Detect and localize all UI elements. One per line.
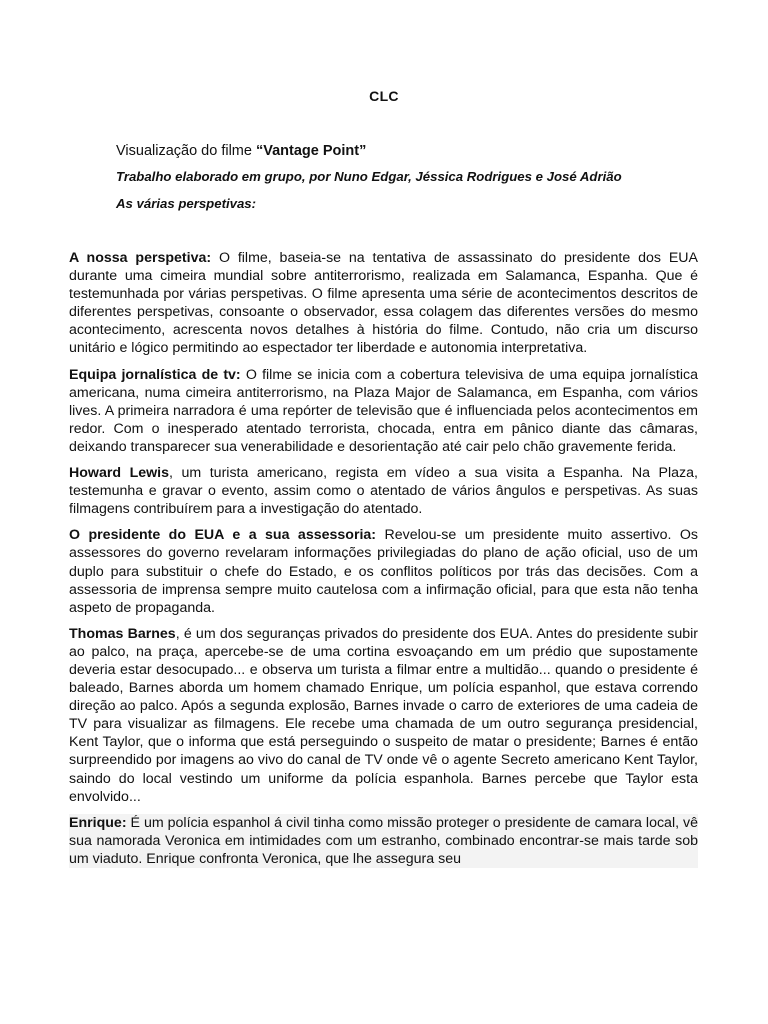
paragraph-presidente <box>69 526 698 616</box>
document-title: CLC <box>369 88 399 104</box>
paragraph-lead: Enrique: <box>69 814 127 831</box>
film-title: “Vantage Point” <box>255 143 367 159</box>
paragraph-text: Revelou-se um presidente muito assertivo. Os assessores do governo revelaram informações privilegiadas do plano de ação oficial, uso de um duplo para substituir o chefe do Estado, e os conflitos políticos por trás das decisões. Com a assessoria de imprensa sempre muito cautelosa com a infirmação oficial, para que esta não tenha aspeto de propaganda. <box>69 527 698 616</box>
authors-line: Trabalho elaborado em grupo, por Nuno Edgar, Jéssica Rodrigues e José Adrião <box>116 169 622 184</box>
paragraph-nossa-perspetiva <box>69 249 698 358</box>
paragraph-lead: Howard Lewis <box>69 465 169 482</box>
paragraph-lead: A nossa perspetiva: <box>69 250 212 266</box>
paragraph-text: É um polícia espanhol á civil tinha como missão proteger o presidente de camara local, vê sua namorada Veronica em intimidades com um estranho, combinado encontrar-se mais tarde sob um viaduto. Enrique confronta Veronica, que lhe assegura seu <box>69 814 698 867</box>
subtitle-prefix: Visualização do filme <box>116 143 256 159</box>
film-subtitle <box>116 143 366 159</box>
document-body <box>69 249 698 876</box>
paragraph-text: O filme, baseia-se na tentativa de assassinato do presidente dos EUA durante uma cimeira mundial sobre antiterrorismo, realizada em Salamanca, Espanha. Que é testemunhada por várias perspetivas. O filme apresenta uma série de acontecimentos descritos de diferentes perspetivas, consoante o observador, essa colagem das diferentes versões do mesmo acontecimento, acrescenta novos detalhes à história do filme. Contudo, não cria um discurso unitário e lógico permitindo ao espectador ter liberdade e autonomia interpretativa. <box>69 250 698 357</box>
paragraph-thomas-barnes <box>69 625 698 806</box>
paragraph-howard-lewis <box>69 464 698 518</box>
paragraph-text: , um turista americano, regista em vídeo a sua visita a Espanha. Na Plaza, testemunha e gravar o evento, assim como o atentado de vários ângulos e perspetivas. As suas filmagens contribuírem para a investigação do atentado. <box>69 465 698 518</box>
paragraph-lead: Thomas Barnes <box>69 625 176 642</box>
paragraph-enrique <box>69 814 698 868</box>
paragraph-lead: O presidente do EUA e a sua assessoria: <box>69 527 377 544</box>
paragraph-text: O filme se inicia com a cobertura televisiva de uma equipa jornalística americana, numa cimeira antiterrorismo, na Plaza Major de Salamanca, em Espanha, com vários lives. A primeira narradora é uma repórter de televisão que é influenciada pelos acontecimentos em redor. Com o inesperado atentado terrorista, chocada, entra em pânico diante das câmaras, deixando transparecer sua venerabilidade e desorientação até cair pelo chão gravemente ferida. <box>69 366 698 455</box>
paragraph-equipa-jornalistica <box>69 366 698 456</box>
paragraph-text: , é um dos seguranças privados do presidente dos EUA. Antes do presidente subir ao palco, na praça, apercebe-se de uma cortina esvoaçando em um prédio que supostamente deveria estar desocupado... e observa um turista a filmar entre a multidão... quando o presidente é baleado, Barnes aborda um homem chamado Enrique, um polícia espanhol, que estava correndo direção ao palco. Após a segunda explosão, Barnes invade o carro de exteriores de uma cadeia de TV para visualizar as filmagens. Ele recebe uma chamada de um outro segurança presidencial, Kent Taylor, que o informa que está perseguindo o suspeito de matar o presidente; Barnes é então surpreendido por imagens ao vivo do canal de TV onde vê o agente Secreto americano Kent Taylor, saindo do local vestindo um uniforme da polícia espanhola. Barnes percebe que Taylor esta envolvido... <box>69 625 698 805</box>
paragraph-lead: Equipa jornalística de tv: <box>69 366 241 383</box>
perspectives-heading: As várias perspetivas: <box>116 196 257 211</box>
